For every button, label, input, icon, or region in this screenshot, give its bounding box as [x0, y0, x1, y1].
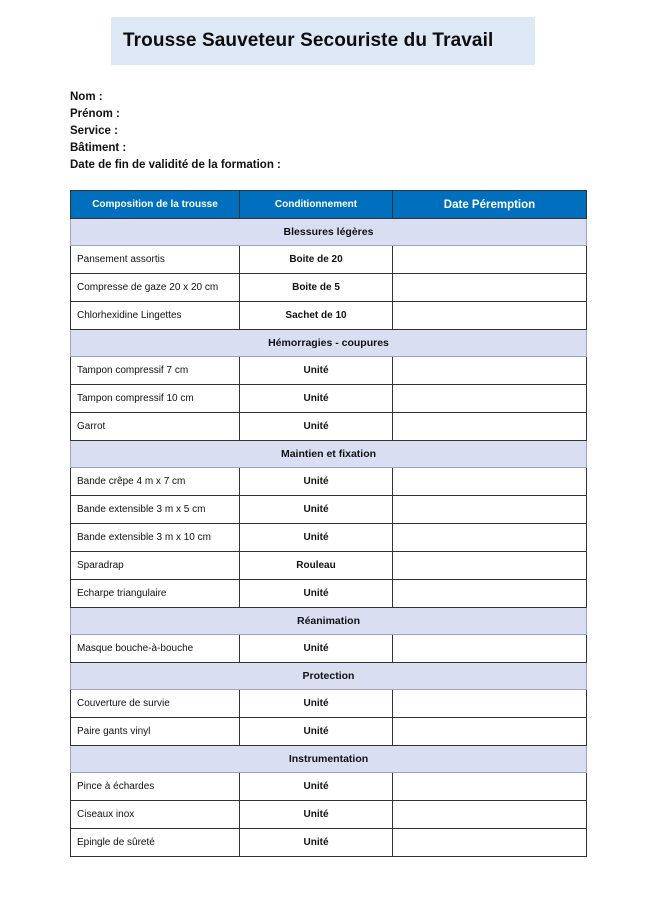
cell-date-peremption[interactable] — [393, 829, 587, 857]
cell-date-peremption[interactable] — [393, 552, 587, 580]
column-header-conditionnement: Conditionnement — [240, 191, 393, 219]
cell-date-peremption[interactable] — [393, 580, 587, 608]
cell-item-name: Echarpe triangulaire — [71, 580, 240, 608]
first-aid-kit-table — [70, 190, 587, 857]
table-row — [71, 773, 587, 801]
section-title: Maintien et fixation — [71, 441, 587, 468]
cell-date-peremption[interactable] — [393, 690, 587, 718]
table-section-row — [71, 441, 587, 468]
cell-item-name: Ciseaux inox — [71, 801, 240, 829]
cell-conditionnement: Unité — [240, 773, 393, 801]
section-title: Protection — [71, 663, 587, 690]
form-field-label: Date de fin de validité de la formation : — [70, 159, 281, 171]
cell-item-name: Pansement assortis — [71, 246, 240, 274]
section-title: Instrumentation — [71, 746, 587, 773]
section-title: Réanimation — [71, 608, 587, 635]
cell-item-name: Garrot — [71, 413, 240, 441]
cell-item-name: Sparadrap — [71, 552, 240, 580]
cell-date-peremption[interactable] — [393, 496, 587, 524]
table-section-row — [71, 663, 587, 690]
cell-item-name: Pince à échardes — [71, 773, 240, 801]
table-row — [71, 274, 587, 302]
cell-date-peremption[interactable] — [393, 274, 587, 302]
cell-item-name: Tampon compressif 7 cm — [71, 357, 240, 385]
cell-conditionnement: Unité — [240, 801, 393, 829]
table-row — [71, 690, 587, 718]
cell-item-name: Chlorhexidine Lingettes — [71, 302, 240, 330]
cell-conditionnement: Unité — [240, 635, 393, 663]
cell-date-peremption[interactable] — [393, 302, 587, 330]
cell-conditionnement: Sachet de 10 — [240, 302, 393, 330]
table-header-row — [71, 191, 587, 219]
table-row — [71, 552, 587, 580]
cell-item-name: Bande extensible 3 m x 10 cm — [71, 524, 240, 552]
table-header — [71, 191, 587, 219]
form-field-label: Prénom : — [70, 108, 120, 120]
form-field-label: Nom : — [70, 91, 103, 103]
cell-conditionnement: Unité — [240, 580, 393, 608]
page-title: Trousse Sauveteur Secouriste du Travail — [123, 30, 494, 51]
cell-conditionnement: Unité — [240, 524, 393, 552]
table-section-row — [71, 608, 587, 635]
document-title-banner — [111, 17, 535, 65]
column-header-composition: Composition de la trousse — [71, 191, 240, 219]
cell-item-name: Masque bouche-à-bouche — [71, 635, 240, 663]
cell-conditionnement: Unité — [240, 468, 393, 496]
table-section-row — [71, 330, 587, 357]
cell-date-peremption[interactable] — [393, 413, 587, 441]
table-body — [71, 219, 587, 857]
cell-item-name: Compresse de gaze 20 x 20 cm — [71, 274, 240, 302]
cell-date-peremption[interactable] — [393, 385, 587, 413]
table-row — [71, 357, 587, 385]
cell-date-peremption[interactable] — [393, 635, 587, 663]
cell-item-name: Bande crêpe 4 m x 7 cm — [71, 468, 240, 496]
cell-date-peremption[interactable] — [393, 246, 587, 274]
cell-date-peremption[interactable] — [393, 357, 587, 385]
identity-form-block — [70, 89, 500, 174]
cell-item-name: Couverture de survie — [71, 690, 240, 718]
table-row — [71, 635, 587, 663]
table-row — [71, 302, 587, 330]
cell-conditionnement: Unité — [240, 496, 393, 524]
cell-item-name: Paire gants vinyl — [71, 718, 240, 746]
table-row — [71, 496, 587, 524]
form-field-label: Bâtiment : — [70, 142, 127, 154]
table-row — [71, 718, 587, 746]
cell-date-peremption[interactable] — [393, 801, 587, 829]
table-row — [71, 801, 587, 829]
column-header-date-peremption: Date Péremption — [393, 191, 587, 219]
table-row — [71, 246, 587, 274]
cell-conditionnement: Unité — [240, 690, 393, 718]
cell-date-peremption[interactable] — [393, 524, 587, 552]
cell-conditionnement: Boite de 5 — [240, 274, 393, 302]
cell-conditionnement: Unité — [240, 413, 393, 441]
table-section-row — [71, 746, 587, 773]
cell-item-name: Epingle de sûreté — [71, 829, 240, 857]
section-title: Hémorragies - coupures — [71, 330, 587, 357]
cell-conditionnement: Boite de 20 — [240, 246, 393, 274]
cell-conditionnement: Unité — [240, 829, 393, 857]
table-row — [71, 829, 587, 857]
cell-conditionnement: Rouleau — [240, 552, 393, 580]
cell-date-peremption[interactable] — [393, 773, 587, 801]
cell-date-peremption[interactable] — [393, 718, 587, 746]
cell-conditionnement: Unité — [240, 385, 393, 413]
cell-item-name: Bande extensible 3 m x 5 cm — [71, 496, 240, 524]
table-row — [71, 413, 587, 441]
cell-conditionnement: Unité — [240, 718, 393, 746]
cell-conditionnement: Unité — [240, 357, 393, 385]
form-field-label: Service : — [70, 125, 118, 137]
cell-date-peremption[interactable] — [393, 468, 587, 496]
section-title: Blessures légères — [71, 219, 587, 246]
table-section-row — [71, 219, 587, 246]
cell-item-name: Tampon compressif 10 cm — [71, 385, 240, 413]
table-row — [71, 385, 587, 413]
table-row — [71, 580, 587, 608]
table-row — [71, 468, 587, 496]
table-row — [71, 524, 587, 552]
